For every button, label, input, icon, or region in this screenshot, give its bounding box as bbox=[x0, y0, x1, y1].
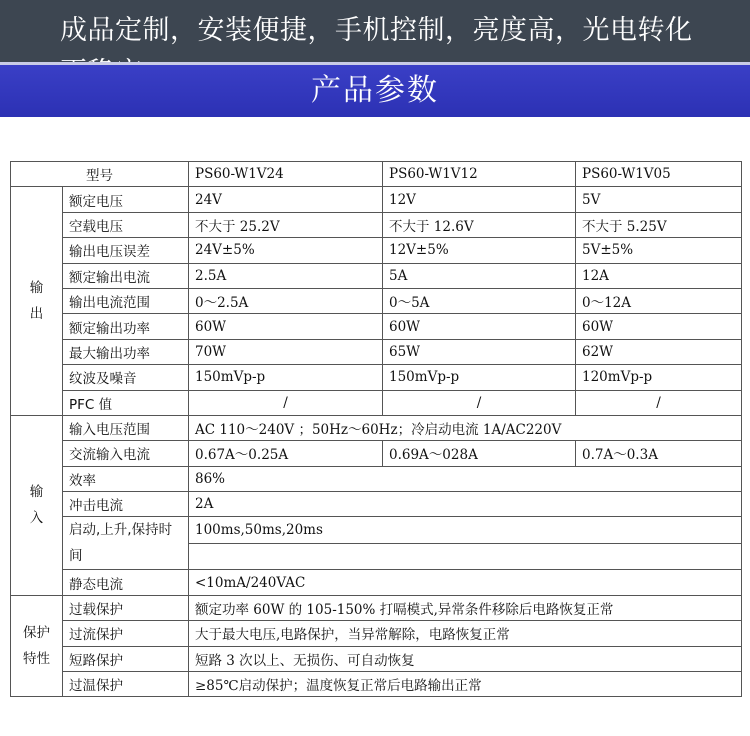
table-row bbox=[11, 466, 742, 491]
param-value: 100ms,50ms,20ms bbox=[189, 517, 742, 544]
param-value: 60W bbox=[576, 314, 742, 339]
table-row bbox=[11, 314, 742, 339]
param-name: 过温保护 bbox=[63, 672, 189, 697]
param-name: 过流保护 bbox=[63, 621, 189, 646]
table-row bbox=[11, 390, 742, 415]
param-name: 输入电压范围 bbox=[63, 415, 189, 440]
param-value: 62W bbox=[576, 339, 742, 364]
param-value: / bbox=[189, 390, 383, 415]
param-value-spacer bbox=[189, 543, 742, 570]
group-label-protection: 保护 特性 bbox=[11, 595, 63, 697]
param-value: ≥85℃启动保护；温度恢复正常后电路输出正常 bbox=[189, 672, 742, 697]
param-name: 交流输入电流 bbox=[63, 441, 189, 466]
param-value: 额定功率 60W 的 105-150% 打嗝模式,异常条件移除后电路恢复正常 bbox=[189, 595, 742, 620]
table-row bbox=[11, 238, 742, 263]
param-value: 12V±5% bbox=[383, 238, 576, 263]
header-row bbox=[11, 162, 742, 187]
param-value: 65W bbox=[383, 339, 576, 364]
param-value: 0～12A bbox=[576, 288, 742, 313]
table-row bbox=[11, 365, 742, 390]
param-name: 纹波及噪音 bbox=[63, 365, 189, 390]
group-label-input: 输 入 bbox=[11, 415, 63, 595]
param-value: 5V±5% bbox=[576, 238, 742, 263]
model-label: 型号 bbox=[11, 162, 189, 187]
table-row bbox=[11, 187, 742, 212]
param-name: 输出电压误差 bbox=[63, 238, 189, 263]
param-name: 静态电流 bbox=[63, 570, 189, 595]
param-value: 0.69A～028A bbox=[383, 441, 576, 466]
param-value: 0～2.5A bbox=[189, 288, 383, 313]
param-name: 额定输出功率 bbox=[63, 314, 189, 339]
param-value: 5V bbox=[576, 187, 742, 212]
table-row bbox=[11, 288, 742, 313]
param-value: 86% bbox=[189, 466, 742, 491]
table-row bbox=[11, 492, 742, 517]
model-header: PS60-W1V05 bbox=[576, 162, 742, 187]
param-value: 不大于 25.2V bbox=[189, 212, 383, 237]
table-row bbox=[11, 339, 742, 364]
table-row bbox=[11, 672, 742, 697]
table-row bbox=[11, 570, 742, 595]
param-value: 不大于 12.6V bbox=[383, 212, 576, 237]
param-value: 不大于 5.25V bbox=[576, 212, 742, 237]
table-row bbox=[11, 441, 742, 466]
param-value: 24V±5% bbox=[189, 238, 383, 263]
param-name: 输出电流范围 bbox=[63, 288, 189, 313]
param-value: 短路 3 次以上、无损伤、可自动恢复 bbox=[189, 646, 742, 671]
param-value: 24V bbox=[189, 187, 383, 212]
model-header: PS60-W1V24 bbox=[189, 162, 383, 187]
param-value: 12V bbox=[383, 187, 576, 212]
table-row bbox=[11, 517, 742, 544]
top-banner bbox=[0, 0, 750, 62]
spec-table bbox=[10, 161, 742, 697]
param-value: AC 110～240V ；50Hz～60Hz；冷启动电流 1A/AC220V bbox=[189, 415, 742, 440]
param-value: 5A bbox=[383, 263, 576, 288]
table-row bbox=[11, 621, 742, 646]
table-row bbox=[11, 212, 742, 237]
param-value: 0.67A～0.25A bbox=[189, 441, 383, 466]
param-value: 120mVp-p bbox=[576, 365, 742, 390]
param-value: 2.5A bbox=[189, 263, 383, 288]
param-name: 额定电压 bbox=[63, 187, 189, 212]
table-row bbox=[11, 595, 742, 620]
param-value: 60W bbox=[189, 314, 383, 339]
param-value: / bbox=[576, 390, 742, 415]
param-name: PFC 值 bbox=[63, 390, 189, 415]
title-bar bbox=[0, 62, 750, 117]
param-name: 效率 bbox=[63, 466, 189, 491]
param-value: 2A bbox=[189, 492, 742, 517]
param-value: 150mVp-p bbox=[383, 365, 576, 390]
param-name: 启动,上升,保持时间 bbox=[63, 517, 189, 570]
param-name: 过载保护 bbox=[63, 595, 189, 620]
param-value: 大于最大电压,电路保护，当异常解除，电路恢复正常 bbox=[189, 621, 742, 646]
model-header: PS60-W1V12 bbox=[383, 162, 576, 187]
param-value: 70W bbox=[189, 339, 383, 364]
param-value: 0.7A～0.3A bbox=[576, 441, 742, 466]
param-name: 短路保护 bbox=[63, 646, 189, 671]
param-name: 额定输出电流 bbox=[63, 263, 189, 288]
table-row bbox=[11, 263, 742, 288]
param-value: 12A bbox=[576, 263, 742, 288]
group-label-output: 输 出 bbox=[11, 187, 63, 416]
table-row bbox=[11, 415, 742, 440]
param-value: <10mA/240VAC bbox=[189, 570, 742, 595]
banner-tagline: 成品定制，安装便捷，手机控制，亮度高，光电转化 bbox=[60, 15, 693, 46]
param-value: 60W bbox=[383, 314, 576, 339]
param-name: 最大输出功率 bbox=[63, 339, 189, 364]
param-value: 0～5A bbox=[383, 288, 576, 313]
param-value: / bbox=[383, 390, 576, 415]
page-title: 产品参数 bbox=[311, 73, 439, 108]
param-value: 150mVp-p bbox=[189, 365, 383, 390]
param-name: 空载电压 bbox=[63, 212, 189, 237]
table-row bbox=[11, 646, 742, 671]
param-name: 冲击电流 bbox=[63, 492, 189, 517]
